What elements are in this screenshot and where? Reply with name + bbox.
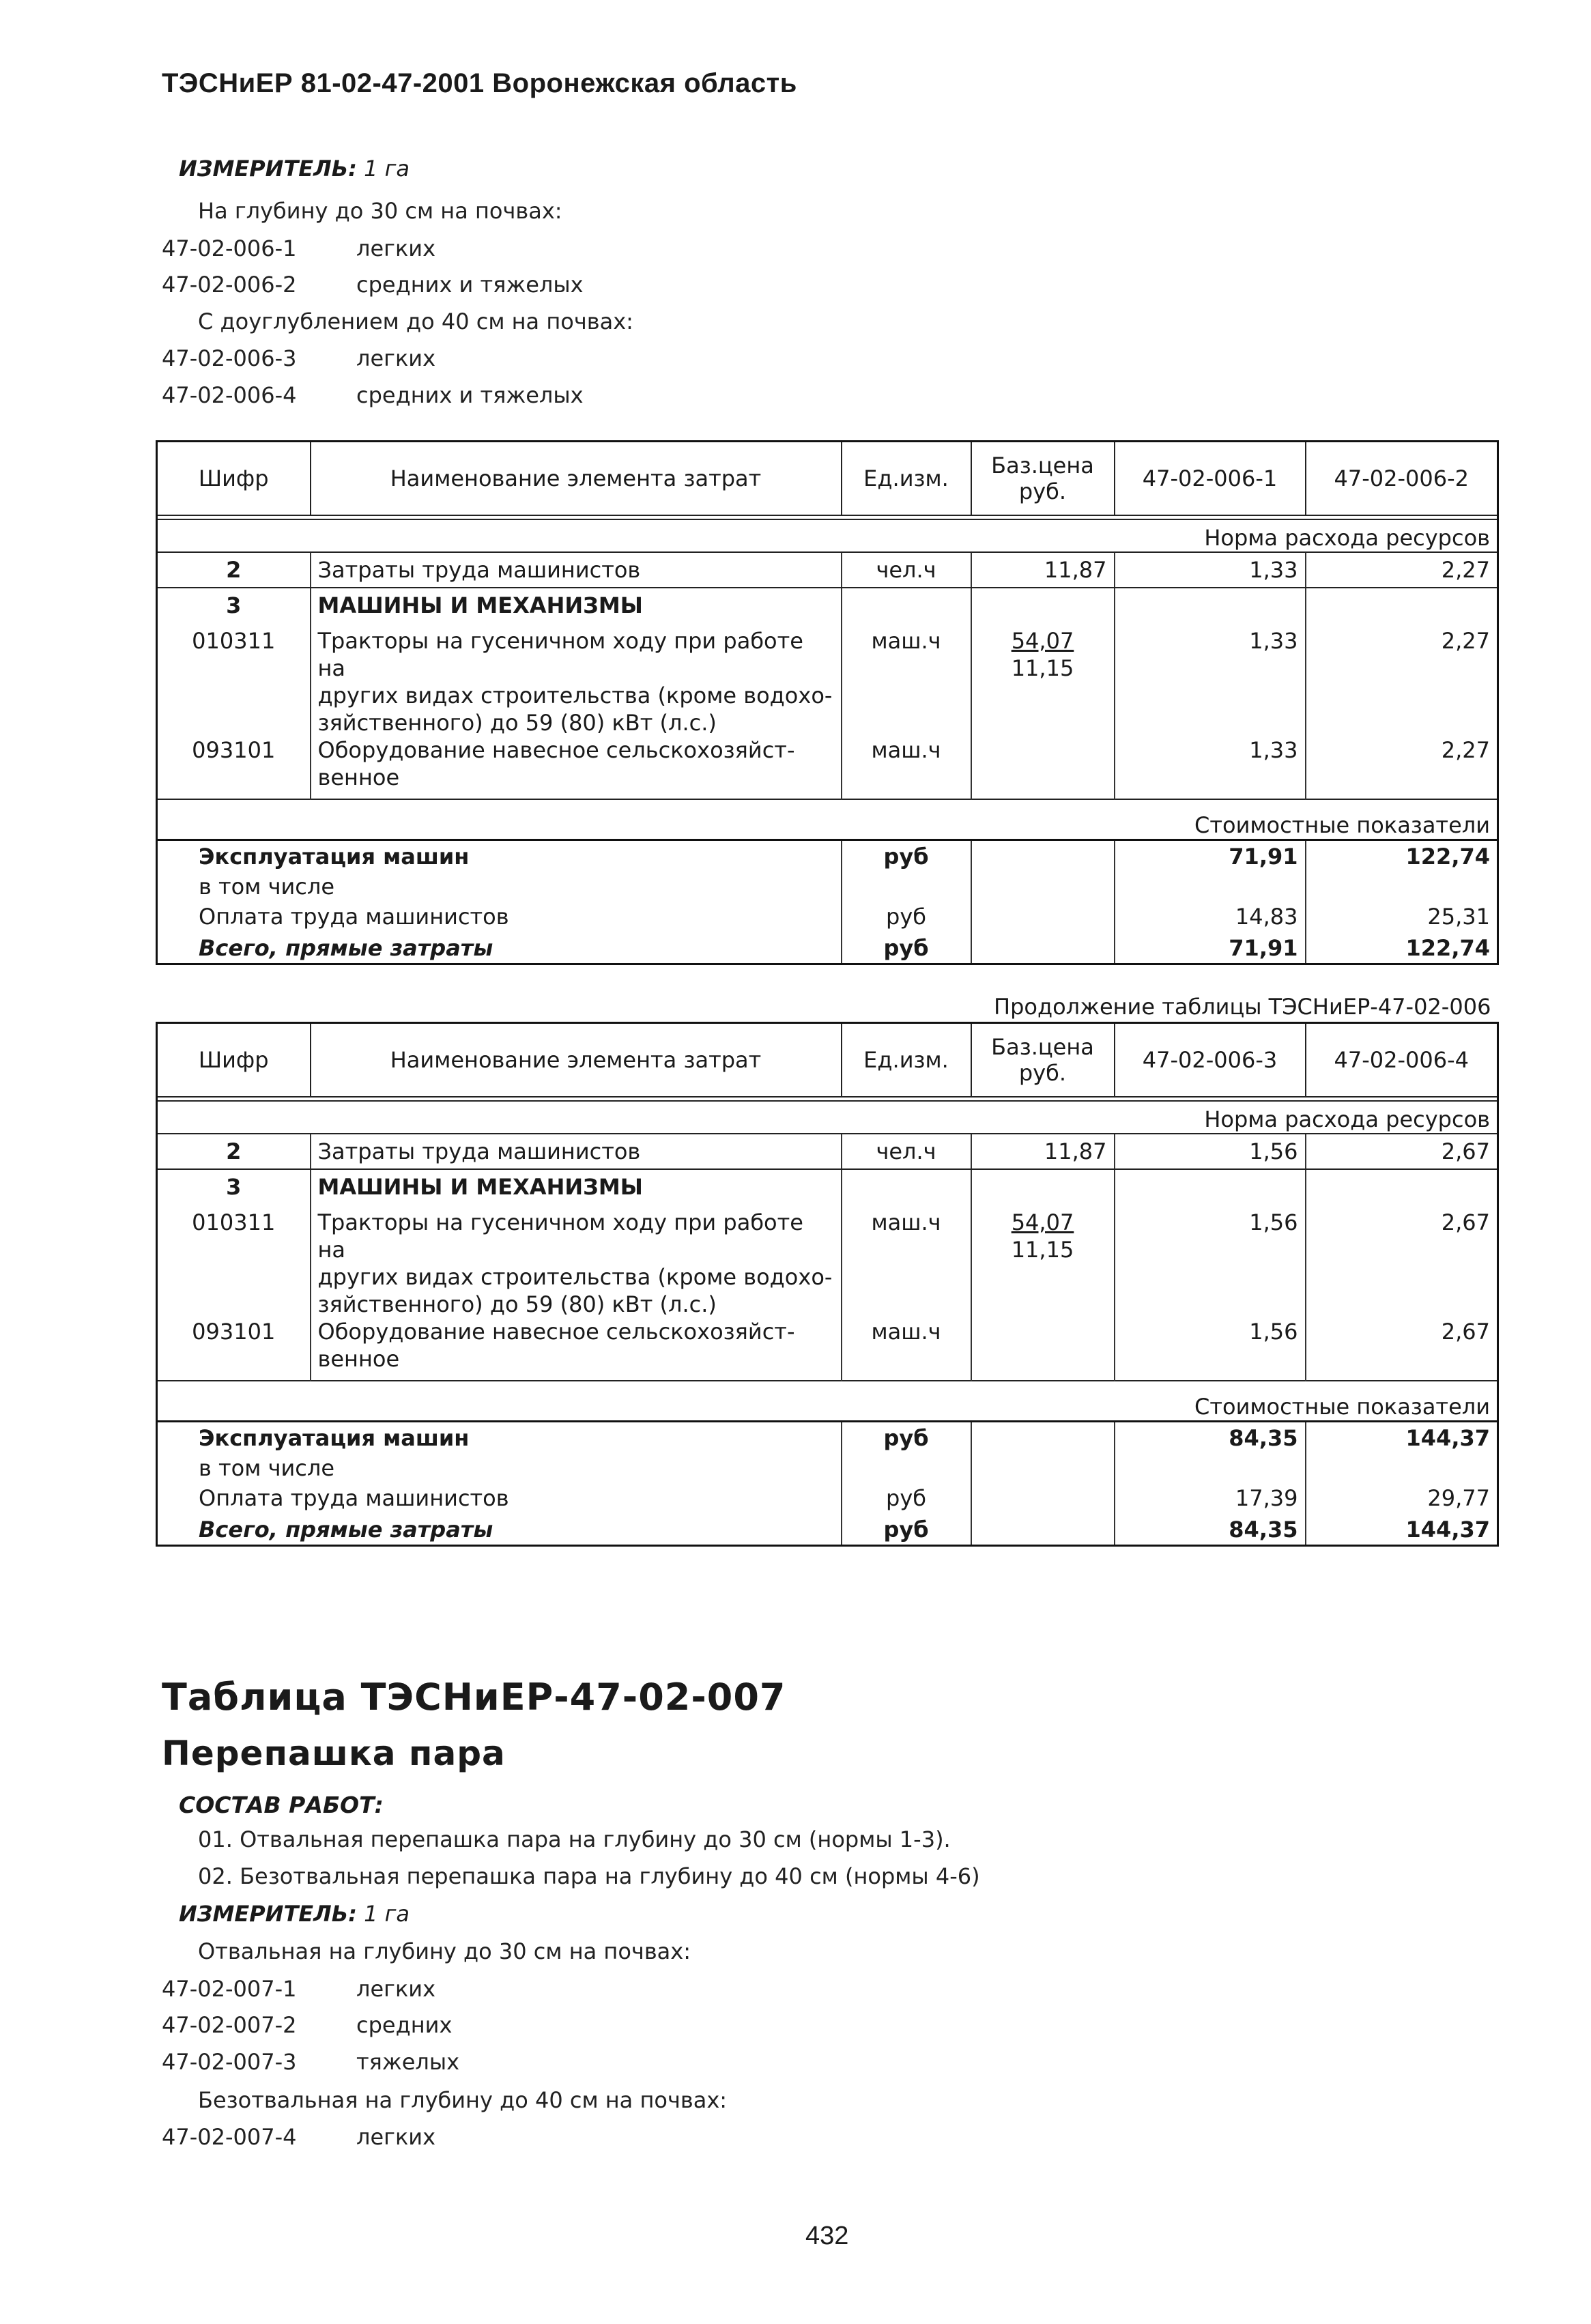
section-subtitle: Перепашка пара <box>162 1734 506 1773</box>
table-row <box>157 1205 1498 1318</box>
cost-unit: руб <box>842 1484 971 1516</box>
measure-value: 1 га <box>364 1901 410 1927</box>
cost-value-1: 14,83 <box>1115 903 1306 934</box>
cost-value-1: 71,91 <box>1115 934 1306 964</box>
continuation-caption: Продолжение таблицы ТЭСНиЕР-47-02-006 <box>994 994 1491 1020</box>
intro-line: Безотвальная на глубину до 40 см на почвах: <box>198 2087 728 2113</box>
row-name: Затраты труда машинистов <box>311 1134 842 1169</box>
row-unit: маш.ч <box>842 1205 971 1318</box>
row-unit: чел.ч <box>842 1134 971 1169</box>
header-price <box>971 1023 1115 1097</box>
cost-row <box>157 1484 1498 1516</box>
row-price <box>971 1205 1115 1318</box>
works-label: СОСТАВ РАБОТ: <box>179 1792 384 1818</box>
row-name: Затраты труда машинистов <box>311 552 842 588</box>
intro-line: С доуглублением до 40 см на почвах: <box>198 309 633 334</box>
measure-value: 1 га <box>364 156 410 182</box>
norm-desc: средних и тяжелых <box>356 382 584 408</box>
header-unit: Ед.изм. <box>842 1023 971 1097</box>
cost-value-1: 17,39 <box>1115 1484 1306 1516</box>
works-item: 02. Безотвальная перепашка пара на глубину до 40 см (нормы 4-6) <box>198 1863 980 1889</box>
table-row <box>157 1318 1498 1381</box>
norm-desc: легких <box>356 235 436 261</box>
cost-name: Оплата труда машинистов <box>157 1484 842 1516</box>
cost-value-2: 144,37 <box>1405 1425 1490 1452</box>
header-code: Шифр <box>157 442 311 515</box>
resource-table-1 <box>156 440 1499 965</box>
norm-code: 47-02-007-3 <box>162 2049 297 2075</box>
table-header-row <box>157 1023 1498 1097</box>
cost-value-1: 84,35 <box>1115 1422 1306 1454</box>
header-name: Наименование элемента затрат <box>311 442 842 515</box>
norm-desc: тяжелых <box>356 2049 460 2075</box>
row-code: 093101 <box>157 736 311 799</box>
row-unit: маш.ч <box>842 736 971 799</box>
table-row <box>157 736 1498 799</box>
norm-label-row <box>157 519 1498 552</box>
row-value-1: 1,33 <box>1115 552 1306 588</box>
row-code: 3 <box>157 1169 311 1205</box>
cost-label-row <box>157 799 1498 840</box>
row-value-2: 2,27 <box>1441 736 1490 763</box>
row-name: МАШИНЫ И МЕХАНИЗМЫ <box>311 1169 842 1205</box>
cost-unit: руб <box>842 903 971 934</box>
row-name-line: Тракторы на гусеничном ходу при работе на <box>317 1209 803 1263</box>
header-name: Наименование элемента затрат <box>311 1023 842 1097</box>
norm-desc: средних и тяжелых <box>356 272 584 298</box>
cost-label: Стоимостные показатели <box>157 799 1498 840</box>
price-numerator: 54,07 <box>1011 627 1074 654</box>
resource-table-2 <box>156 1022 1499 1547</box>
cost-row <box>157 1454 1498 1484</box>
cost-row <box>157 1516 1498 1546</box>
measure-label: ИЗМЕРИТЕЛЬ: <box>179 1901 357 1927</box>
table-row <box>157 1169 1498 1205</box>
header-col1: 47-02-006-3 <box>1115 1023 1306 1097</box>
measure-line <box>179 156 410 182</box>
row-name-line: других видах строительства (кроме водохо- <box>317 1263 833 1290</box>
row-name-line: Тракторы на гусеничном ходу при работе на <box>317 627 803 681</box>
row-unit: маш.ч <box>842 623 971 736</box>
cost-unit: руб <box>842 1516 971 1546</box>
works-item: 01. Отвальная перепашка пара на глубину до 30 см (нормы 1-3). <box>198 1826 951 1852</box>
norm-code: 47-02-007-4 <box>162 2124 297 2150</box>
row-name-line: Оборудование навесное сельскохозяйст- <box>317 1318 795 1345</box>
row-value-1: 1,33 <box>1115 736 1306 799</box>
cost-unit: руб <box>842 1422 971 1454</box>
cost-value-1: 84,35 <box>1115 1516 1306 1546</box>
cost-name: Эксплуатация машин <box>157 1422 842 1454</box>
row-name <box>311 1205 842 1318</box>
norm-desc: легких <box>356 345 436 371</box>
row-name-line: Оборудование навесное сельскохозяйст- <box>317 736 795 763</box>
table-row <box>157 552 1498 588</box>
cost-name: Всего, прямые затраты <box>157 934 842 964</box>
cost-unit: руб <box>842 934 971 964</box>
cost-row <box>157 934 1498 964</box>
measure-label: ИЗМЕРИТЕЛЬ: <box>179 156 357 182</box>
norm-label-row <box>157 1101 1498 1134</box>
table-row <box>157 1134 1498 1169</box>
row-value-2: 2,67 <box>1306 1134 1498 1169</box>
cost-name: Оплата труда машинистов <box>157 903 842 934</box>
header-price <box>971 442 1115 515</box>
row-price: 11,87 <box>971 552 1115 588</box>
price-denominator: 11,15 <box>1011 655 1074 681</box>
cost-name: в том числе <box>157 1454 842 1484</box>
header-col1: 47-02-006-1 <box>1115 442 1306 515</box>
row-name <box>311 736 842 799</box>
norm-desc: легких <box>356 2124 436 2150</box>
row-code: 010311 <box>157 623 311 736</box>
header-col2: 47-02-006-2 <box>1306 442 1498 515</box>
row-value-1: 1,56 <box>1115 1134 1306 1169</box>
row-unit: чел.ч <box>842 552 971 588</box>
row-name-line: зяйственного) до 59 (80) кВт (л.с.) <box>317 1291 717 1317</box>
row-value-2: 2,27 <box>1441 627 1490 654</box>
row-code: 093101 <box>157 1318 311 1381</box>
norm-code: 47-02-006-1 <box>162 235 297 261</box>
norm-code: 47-02-006-4 <box>162 382 297 408</box>
row-name-line: других видах строительства (кроме водохо- <box>317 682 833 708</box>
row-unit: маш.ч <box>842 1318 971 1381</box>
cost-name: Эксплуатация машин <box>157 840 842 873</box>
intro-line: Отвальная на глубину до 30 см на почвах: <box>198 1938 691 1964</box>
row-code: 010311 <box>157 1205 311 1318</box>
norm-desc: средних <box>356 2012 453 2038</box>
row-name <box>311 623 842 736</box>
row-code: 3 <box>157 588 311 623</box>
row-value-1: 1,56 <box>1115 1318 1306 1381</box>
row-value-1: 1,56 <box>1115 1205 1306 1318</box>
norm-code: 47-02-006-3 <box>162 345 297 371</box>
section-title: Таблица ТЭСНиЕР-47-02-007 <box>162 1676 786 1719</box>
cost-unit: руб <box>842 840 971 873</box>
table-header-row <box>157 442 1498 515</box>
norm-code: 47-02-006-2 <box>162 272 297 298</box>
row-name: МАШИНЫ И МЕХАНИЗМЫ <box>311 588 842 623</box>
header-unit: Ед.изм. <box>842 442 971 515</box>
row-value-2: 2,27 <box>1306 552 1498 588</box>
table-row <box>157 588 1498 623</box>
norm-desc: легких <box>356 1976 436 2002</box>
header-price-l1: Баз.цена <box>991 1033 1094 1060</box>
page-number: 432 <box>805 2222 849 2250</box>
row-value-2: 2,67 <box>1441 1318 1490 1345</box>
row-name-line: зяйственного) до 59 (80) кВт (л.с.) <box>317 709 717 736</box>
cost-row <box>157 903 1498 934</box>
cost-value-2: 122,74 <box>1405 844 1490 870</box>
row-name-line: венное <box>317 764 400 790</box>
price-denominator: 11,15 <box>1011 1236 1074 1263</box>
header-price-l2: руб. <box>1018 1059 1067 1086</box>
row-name <box>311 1318 842 1381</box>
intro-line: На глубину до 30 см на почвах: <box>198 198 562 224</box>
norm-label: Норма расхода ресурсов <box>157 519 1498 552</box>
page-header: ТЭСНиЕР 81-02-47-2001 Воронежская область <box>162 68 797 98</box>
cost-row <box>157 873 1498 903</box>
cost-value-2: 122,74 <box>1405 934 1490 961</box>
cost-row <box>157 1422 1498 1454</box>
cost-label-row <box>157 1381 1498 1422</box>
row-value-1: 1,33 <box>1115 623 1306 736</box>
price-numerator: 54,07 <box>1011 1209 1074 1235</box>
norm-code: 47-02-007-1 <box>162 1976 297 2002</box>
cost-name: в том числе <box>157 873 842 903</box>
cost-value-2: 144,37 <box>1405 1516 1490 1543</box>
table-row <box>157 623 1498 736</box>
row-price <box>971 623 1115 736</box>
row-name-line: венное <box>317 1345 400 1372</box>
cost-label: Стоимостные показатели <box>157 1381 1498 1422</box>
header-price-l2: руб. <box>1018 478 1067 504</box>
cost-value-2: 25,31 <box>1427 903 1490 930</box>
header-code: Шифр <box>157 1023 311 1097</box>
norm-code: 47-02-007-2 <box>162 2012 297 2038</box>
cost-row <box>157 840 1498 873</box>
row-code: 2 <box>157 552 311 588</box>
row-price: 11,87 <box>971 1134 1115 1169</box>
cost-name: Всего, прямые затраты <box>157 1516 842 1546</box>
norm-label: Норма расхода ресурсов <box>157 1101 1498 1134</box>
cost-value-2: 29,77 <box>1427 1484 1490 1511</box>
header-price-l1: Баз.цена <box>991 452 1094 478</box>
row-code: 2 <box>157 1134 311 1169</box>
header-col2: 47-02-006-4 <box>1306 1023 1498 1097</box>
measure-line <box>179 1901 410 1927</box>
cost-value-1: 71,91 <box>1115 840 1306 873</box>
row-value-2: 2,67 <box>1441 1209 1490 1235</box>
